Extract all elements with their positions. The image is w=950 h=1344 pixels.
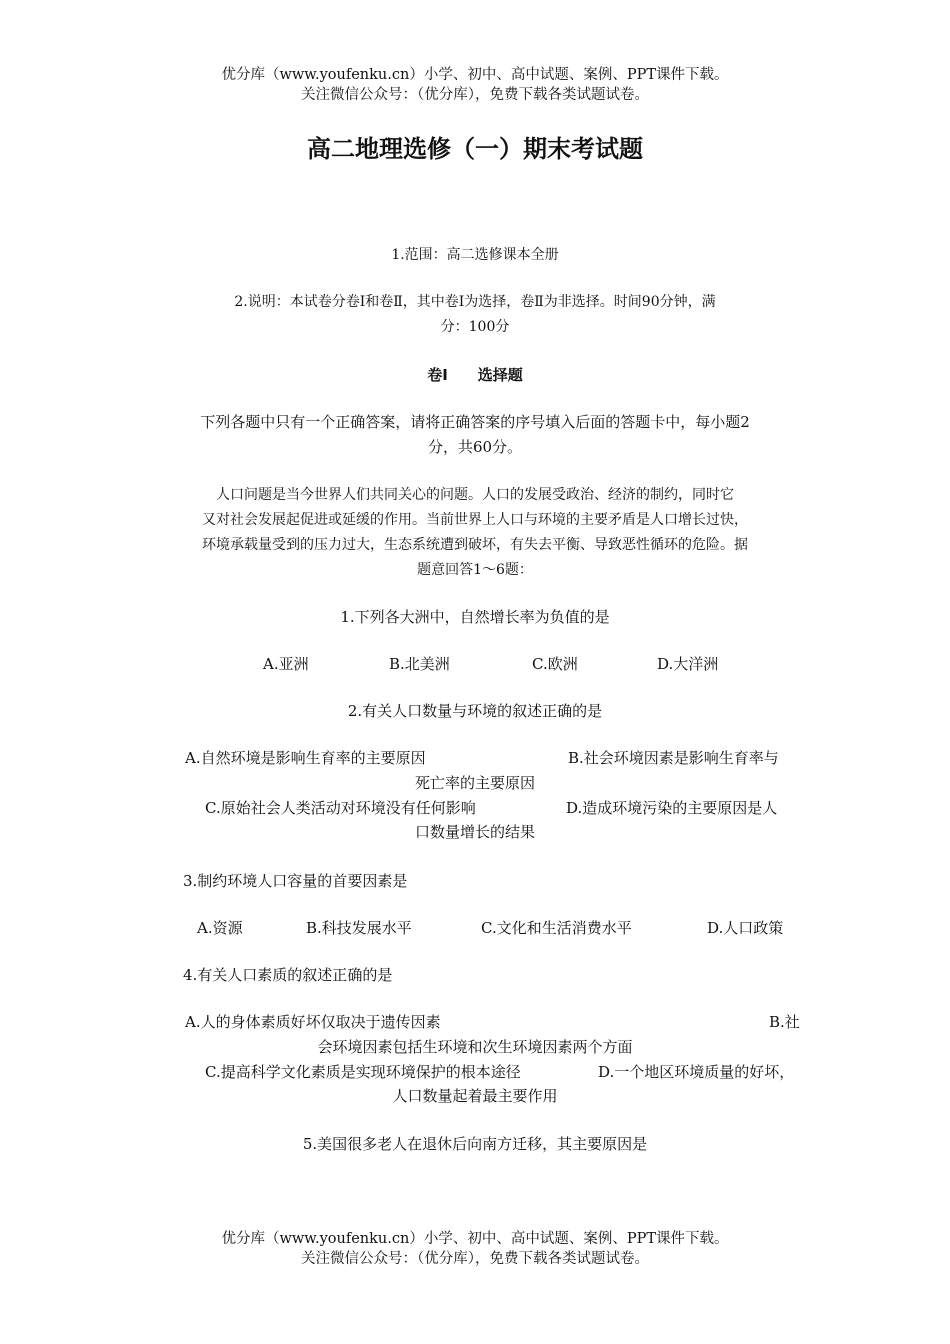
explain-note-line-2: 分：100分: [440, 319, 510, 335]
question-1-stem: 1.下列各大洲中，自然增长率为负值的是: [340, 608, 610, 626]
footer-line-1: 优分库（www.youfenku.cn）小学、初中、高中试题、案例、PPT课件下载。: [221, 1231, 729, 1247]
question-1-option-b: B.北美洲: [389, 655, 450, 673]
question-2-option-d-line-1: D.造成环境污染的主要原因是人: [566, 799, 778, 817]
question-3-option-d: D.人口政策: [707, 919, 784, 937]
passage-line-3: 环境承载量受到的压力过大，生态系统遭到破坏，有失去平衡、导致恶性循环的危险。据: [202, 537, 748, 553]
header-line-1: 优分库（www.youfenku.cn）小学、初中、高中试题、案例、PPT课件下载。: [221, 67, 729, 83]
question-1-option-d: D.大洋洲: [657, 655, 719, 673]
passage-line-2: 又对社会发展起促进或延缓的作用。当前世界上人口与环境的主要矛盾是人口增长过快，: [202, 512, 748, 528]
question-4-option-c: C.提高科学文化素质是实现环境保护的根本途径: [205, 1063, 521, 1081]
question-4-option-b-line-1: B.社: [769, 1013, 800, 1031]
question-1-option-a: A.亚洲: [263, 655, 309, 673]
question-3-option-c: C.文化和生活消费水平: [481, 919, 632, 937]
question-2-option-b-line-2: 死亡率的主要原因: [414, 774, 535, 792]
question-2-option-b-line-1: B.社会环境因素是影响生育率与: [568, 749, 779, 767]
question-2-stem: 2.有关人口数量与环境的叙述正确的是: [347, 702, 603, 720]
question-2-option-d-line-2: 口数量增长的结果: [414, 823, 535, 841]
section-title: 卷Ⅰ 选择题: [427, 366, 523, 384]
question-4-stem: 4.有关人口素质的叙述正确的是: [183, 966, 393, 984]
question-3-stem: 3.制约环境人口容量的首要因素是: [183, 872, 408, 890]
instructions-line-2: 分，共60分。: [427, 438, 523, 456]
question-5-stem: 5.美国很多老人在退休后向南方迁移，其主要原因是: [302, 1135, 648, 1153]
question-1-option-c: C.欧洲: [532, 655, 578, 673]
question-2-option-a: A.自然环境是影响生育率的主要原因: [185, 749, 426, 767]
question-4-option-d-line-2: 人口数量起着最主要作用: [392, 1087, 558, 1105]
scope-note: 1.范围：高二选修课本全册: [391, 247, 559, 263]
question-3-option-a: A.资源: [197, 919, 243, 937]
question-2-option-c: C.原始社会人类活动对环境没有任何影响: [205, 799, 476, 817]
question-4-option-b-line-2: 会环境因素包括生环境和次生环境因素两个方面: [317, 1038, 633, 1056]
question-4-option-d-line-1: D.一个地区环境质量的好坏，: [598, 1063, 795, 1081]
explain-note-line-1: 2.说明：本试卷分卷Ⅰ和卷Ⅱ，其中卷Ⅰ为选择，卷Ⅱ为非选择。时间90分钟，满: [234, 294, 716, 310]
question-3-option-b: B.科技发展水平: [306, 919, 412, 937]
page-title: 高二地理选修（一）期末考试题: [307, 135, 643, 163]
passage-line-4: 题意回答1～6题：: [417, 562, 533, 578]
passage-line-1: 人口问题是当今世界人们共同关心的问题。人口的发展受政治、经济的制约，同时它: [216, 487, 734, 503]
instructions-line-1: 下列各题中只有一个正确答案，请将正确答案的序号填入后面的答题卡中，每小题2: [200, 413, 750, 431]
header-line-2: 关注微信公众号：（优分库），免费下载各类试题试卷。: [301, 87, 649, 103]
footer-line-2: 关注微信公众号：（优分库），免费下载各类试题试卷。: [301, 1251, 649, 1267]
question-4-option-a: A.人的身体素质好坏仅取决于遗传因素: [185, 1013, 441, 1031]
